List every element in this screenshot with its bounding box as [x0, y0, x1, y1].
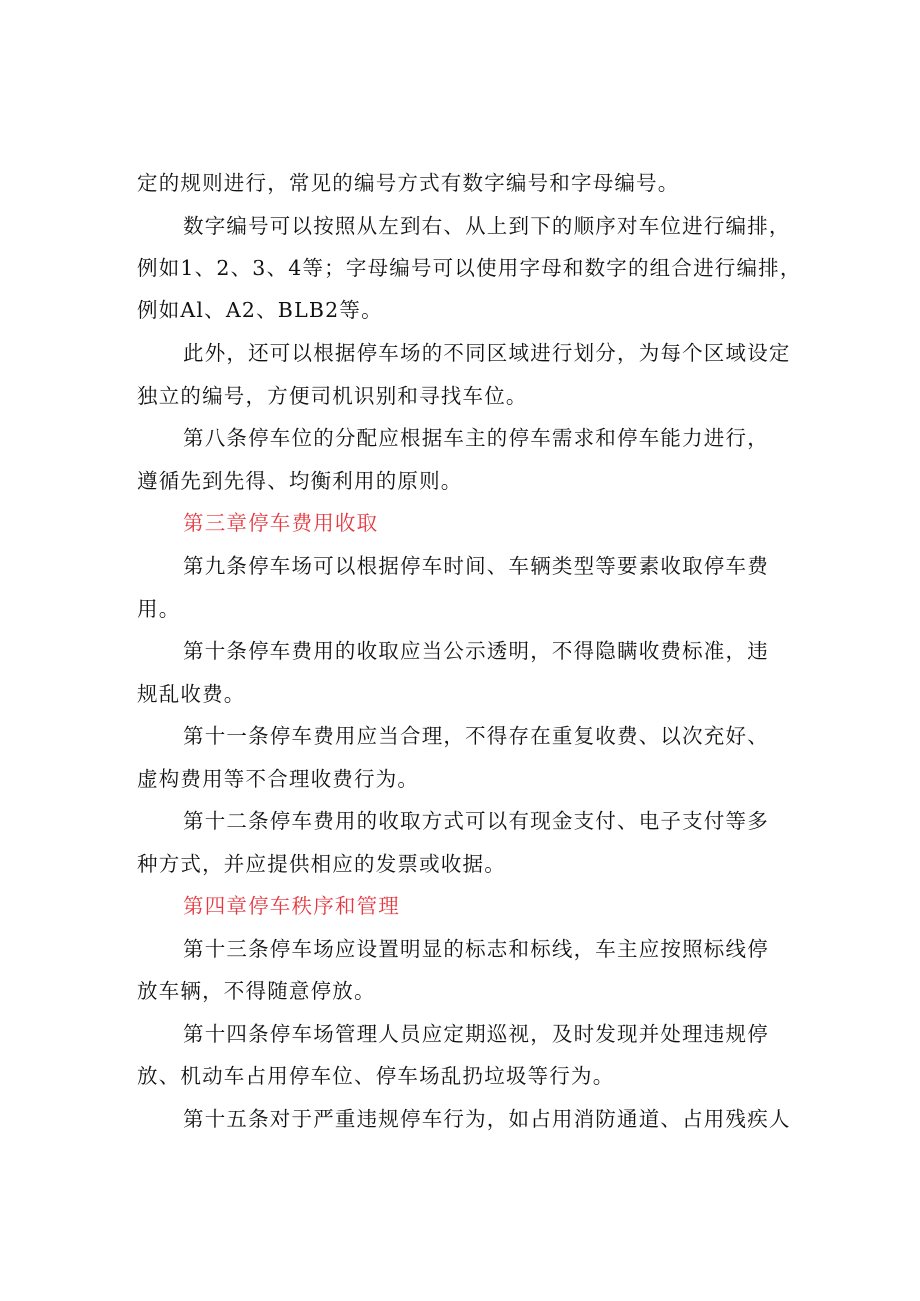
body-text-line: 例如1、2、3、4等；字母编号可以使用字母和数字的组合进行编排， — [137, 256, 802, 280]
paragraph-first-line: 第十条停车费用的收取应当公示透明，不得隐瞒收费标准，违 — [183, 639, 769, 663]
chapter-heading: 第三章停车费用收取 — [183, 511, 379, 535]
body-text-line: 遵循先到先得、均衡利用的原则。 — [137, 469, 463, 493]
paragraph-first-line: 第十四条停车场管理人员应定期巡视，及时发现并处理违规停 — [183, 1022, 769, 1046]
body-text-line: 放、机动车占用停车位、停车场乱扔垃圾等行为。 — [137, 1064, 615, 1088]
body-text-line: 虚构费用等不合理收费行为。 — [137, 767, 420, 791]
body-text-line: 种方式，并应提供相应的发票或收据。 — [137, 852, 506, 876]
paragraph-first-line: 第十三条停车场应设置明显的标志和标线，车主应按照标线停 — [183, 937, 769, 961]
paragraph-first-line: 此外，还可以根据停车场的不同区域进行划分，为每个区域设定 — [183, 341, 791, 365]
paragraph-first-line: 第十二条停车费用的收取方式可以有现金支付、电子支付等多 — [183, 809, 769, 833]
body-text-line: 独立的编号，方便司机识别和寻找车位。 — [137, 384, 528, 408]
body-text-line: 规乱收费。 — [137, 682, 246, 706]
body-text-line: 用。 — [137, 597, 181, 621]
chapter-heading: 第四章停车秩序和管理 — [183, 894, 400, 918]
paragraph-first-line: 第八条停车位的分配应根据车主的停车需求和停车能力进行， — [183, 426, 769, 450]
body-text-line: 放车辆，不得随意停放。 — [137, 979, 376, 1003]
paragraph-first-line: 第九条停车场可以根据停车时间、车辆类型等要素收取停车费 — [183, 554, 769, 578]
body-text-line: 例如Al、A2、BLB2等。 — [137, 298, 383, 322]
paragraph-first-line: 数字编号可以按照从左到右、从上到下的顺序对车位进行编排， — [183, 214, 791, 238]
paragraph-first-line: 第十五条对于严重违规停车行为，如占用消防通道、占用残疾人 — [183, 1107, 791, 1131]
body-text-line: 定的规则进行，常见的编号方式有数字编号和字母编号。 — [137, 171, 680, 195]
paragraph-first-line: 第十一条停车费用应当合理，不得存在重复收费、以次充好、 — [183, 724, 769, 748]
